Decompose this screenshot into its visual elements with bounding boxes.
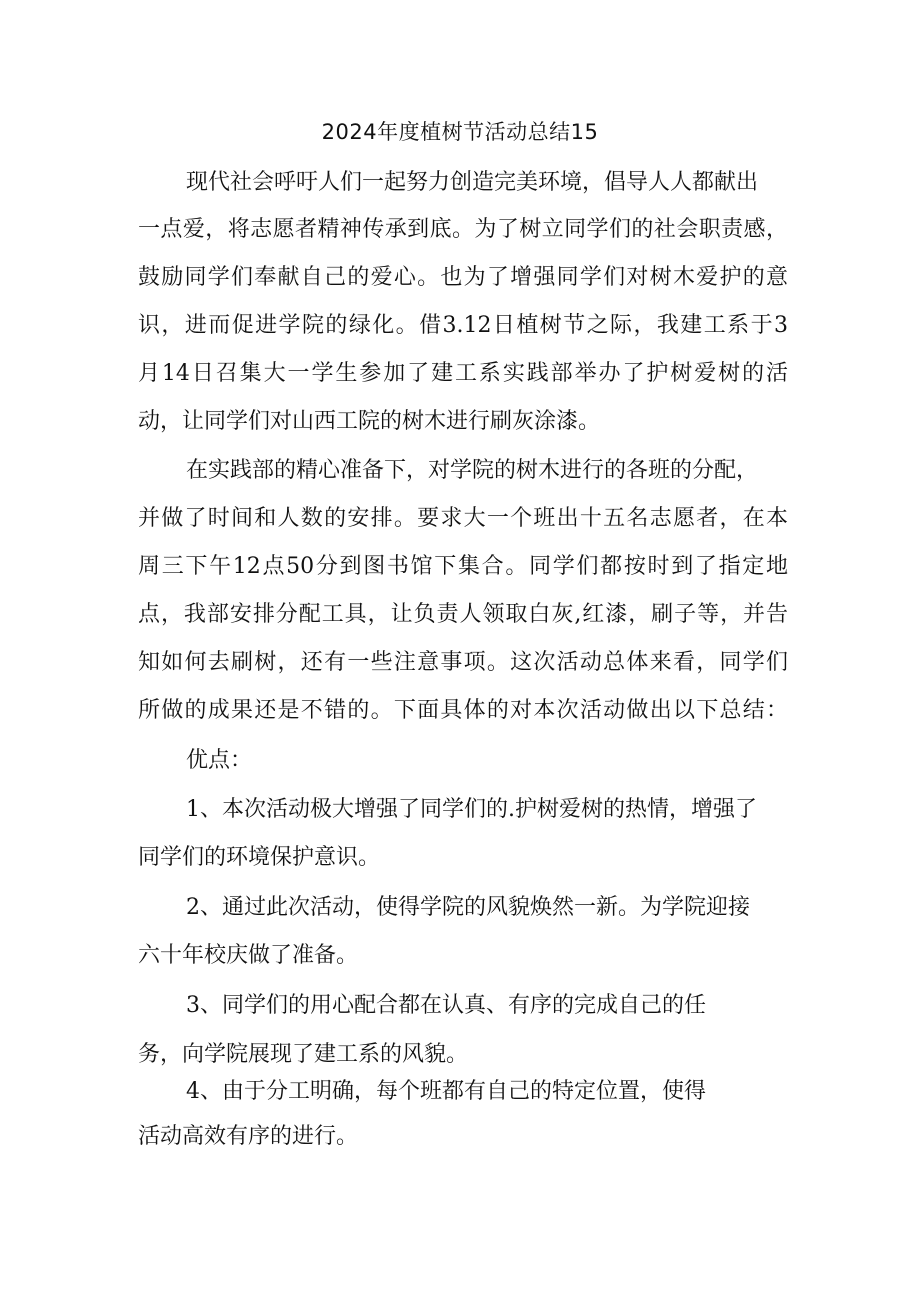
list-item-line: 六十年校庆做了准备。 — [138, 943, 359, 968]
paragraph-line: 并做了时间和人数的安排。要求大一个班出十五名志愿者，在本 — [138, 506, 788, 531]
list-item-line: 1、本次活动极大增强了同学们的.护树爱树的热情，增强了 — [186, 797, 757, 822]
paragraph-line: 周三下午12点50分到图书馆下集合。同学们都按时到了指定地 — [138, 554, 788, 579]
list-item-line: 4、由于分工明确，每个班都有自己的特定位置，使得 — [186, 1079, 706, 1104]
section-heading: 优点： — [186, 748, 253, 773]
list-item-line: 活动高效有序的进行。 — [138, 1124, 359, 1149]
paragraph-line: 识，进而促进学院的绿化。借3.12日植树节之际，我建工系于3 — [138, 313, 788, 338]
paragraph-line: 知如何去刷树，还有一些注意事项。这次活动总体来看，同学们 — [138, 650, 788, 675]
paragraph-line: 动，让同学们对山西工院的树木进行刷灰涂漆。 — [138, 409, 601, 434]
document-title: 2024年度植树节活动总结15 — [321, 120, 599, 144]
paragraph-line: 在实践部的精心准备下，对学院的树木进行的各班的分配， — [186, 458, 759, 483]
paragraph-line: 月14日召集大一学生参加了建工系实践部举办了护树爱树的活 — [138, 361, 788, 386]
paragraph-line: 所做的成果还是不错的。下面具体的对本次活动做出以下总结： — [138, 698, 788, 723]
list-item-line: 3、同学们的用心配合都在认真、有序的完成自己的任 — [186, 993, 706, 1018]
paragraph-line: 鼓励同学们奉献自己的爱心。也为了增强同学们对树木爱护的意 — [138, 265, 788, 290]
paragraph-line: 现代社会呼吁人们一起努力创造完美环境，倡导人人都献出 — [186, 170, 759, 195]
list-item-line: 2、通过此次活动，使得学院的风貌焕然一新。为学院迎接 — [186, 895, 750, 920]
paragraph-line: 点，我部安排分配工具，让负责人领取白灰,红漆，刷子等，并告 — [138, 602, 788, 627]
list-item-line: 务，向学院展现了建工系的风貌。 — [138, 1042, 469, 1067]
paragraph-line: 一点爱，将志愿者精神传承到底。为了树立同学们的社会职责感， — [138, 217, 788, 242]
list-item-line: 同学们的环境保护意识。 — [138, 845, 381, 870]
